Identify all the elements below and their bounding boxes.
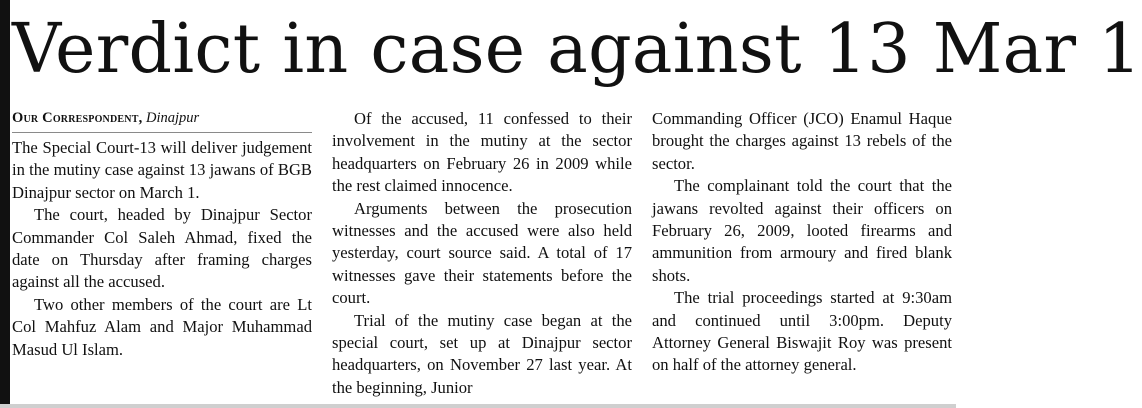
paragraph: Commanding Officer (JCO) Enamul Haque brought the charges against 13 rebels of the sector. <box>652 109 952 173</box>
paragraph: Two other members of the court are Lt Col Mahfuz Alam and Major Muhammad Masud Ul Islam. <box>12 294 312 359</box>
byline <box>12 107 312 133</box>
page-bottom-edge <box>0 404 956 408</box>
byline-author: Our Correspondent, <box>12 110 143 126</box>
paragraph: The complainant told the court that the jawans revolted against their officers on February 26, 2009, looted firearms and ammunition from armoury and fired blank shots. <box>652 176 952 285</box>
article-column-2 <box>332 108 632 400</box>
headline: Verdict in case against 13 Mar 1 <box>12 10 1142 89</box>
paragraph: The court, headed by Dinajpur Sector Commander Col Saleh Ahmad, fixed the date on Thursday after framing charges against all the accused. <box>12 205 312 292</box>
page-left-edge <box>0 0 10 408</box>
paragraph: The Special Court-13 will deliver judgement in the mutiny case against 13 jawans of BGB Dinajpur sector on March 1. <box>12 138 312 202</box>
paragraph: Of the accused, 11 confessed to their involvement in the mutiny at the sector headquarters on February 26 in 2009 while the rest claimed innocence. <box>332 109 632 196</box>
paragraph: Trial of the mutiny case began at the special court, set up at Dinajpur sector headquarters, on November 27 last year. At the beginning, Junior <box>332 310 632 397</box>
article-column-1 <box>12 107 312 399</box>
paragraph: Arguments between the prosecution witnesses and the accused were also held yesterday, court source said. A total of 17 witnesses gave their statements before the court. <box>332 198 632 308</box>
byline-location: Dinajpur <box>146 110 200 126</box>
article-column-3 <box>652 108 952 400</box>
paragraph: The trial proceedings started at 9:30am and continued until 3:00pm. Deputy Attorney General Biswajit Roy was present on half of the attorney general. <box>652 288 952 375</box>
